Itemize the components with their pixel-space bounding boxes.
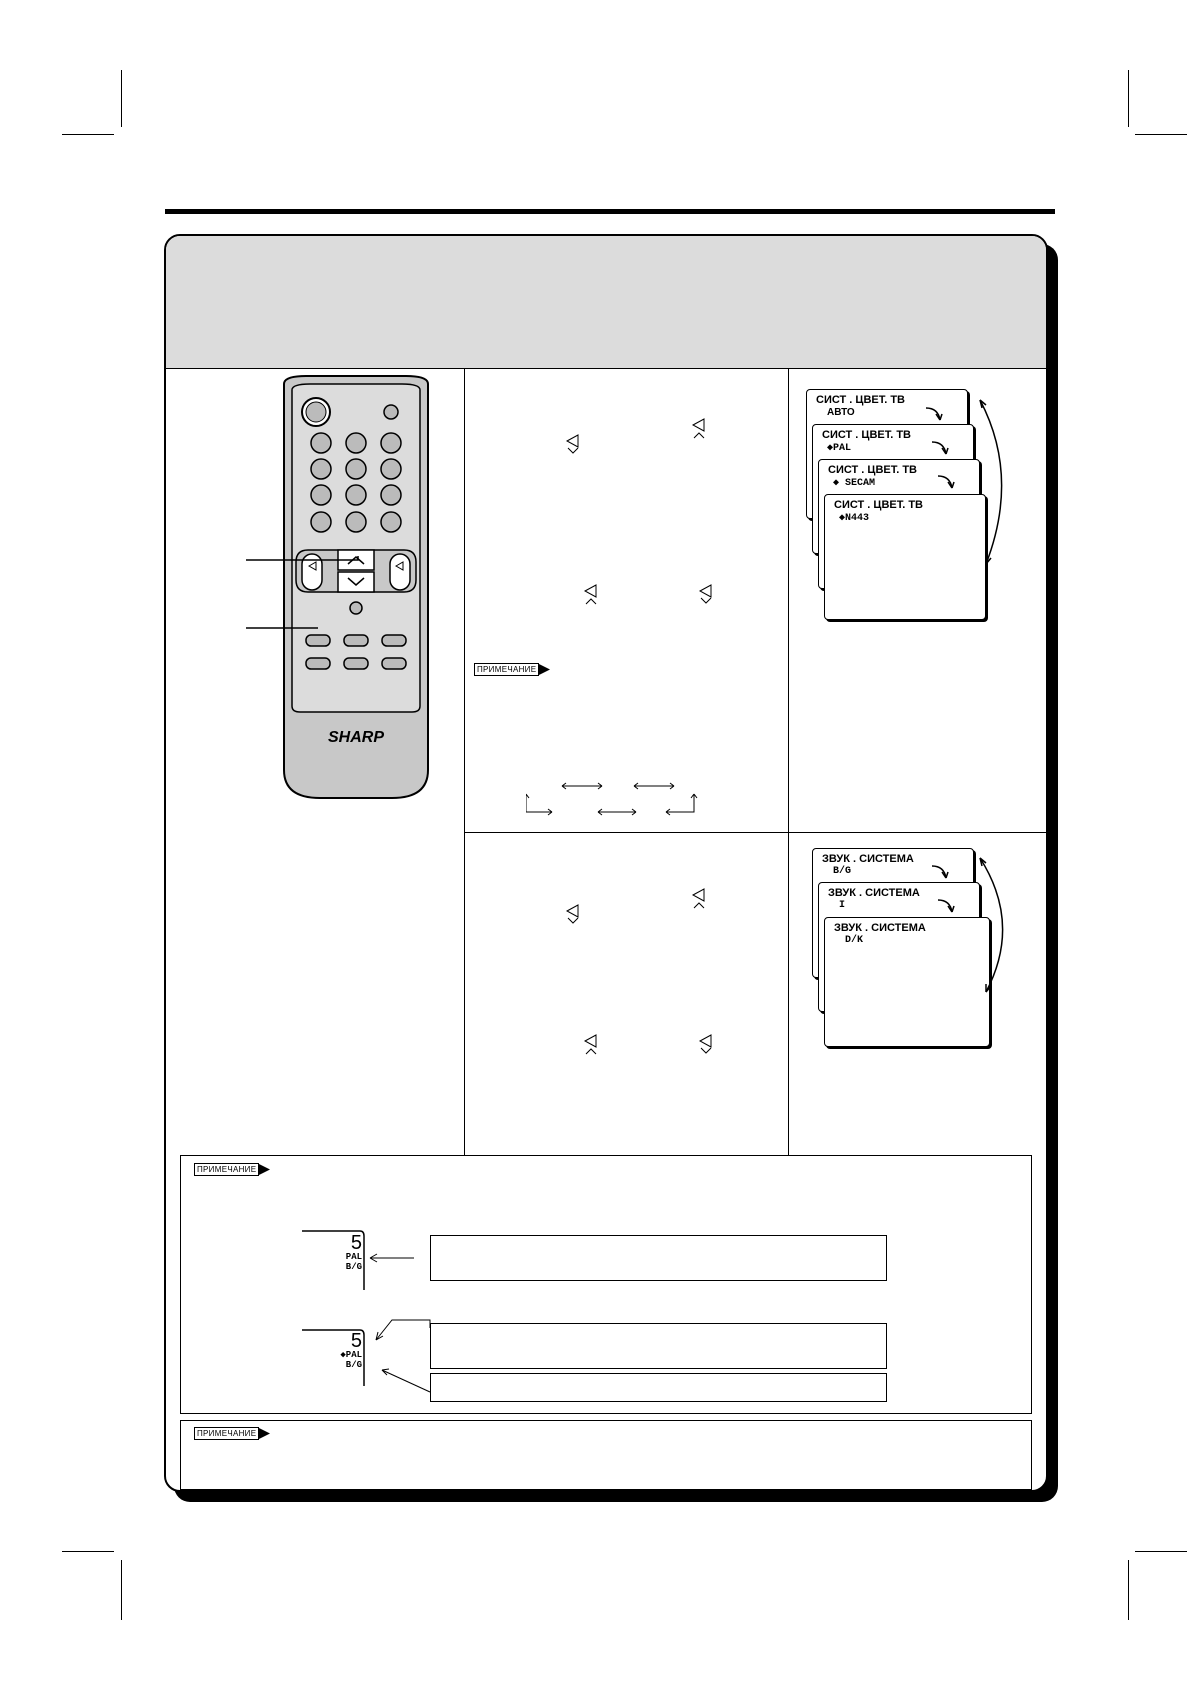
volume-down-icon: [566, 904, 580, 926]
volume-up-icon: [584, 1034, 598, 1056]
crop-mark: [121, 70, 122, 127]
osd-screen-title: ЗВУК . СИСТЕМА: [822, 853, 914, 865]
osd-screen-value: ◆ SECAM: [833, 478, 876, 489]
note-label: ПРИМЕЧАНИЕ: [197, 1165, 257, 1174]
osd-screen-title: ЗВУК . СИСТЕМА: [834, 922, 926, 934]
crop-mark: [62, 134, 114, 135]
osd-screen-title: СИСТ . ЦВЕТ. ТВ: [822, 429, 911, 441]
osd-screen-value: I: [839, 900, 846, 911]
volume-down-icon: [566, 434, 580, 456]
volume-down-icon: [699, 584, 713, 606]
osd-screen-title: СИСТ . ЦВЕТ. ТВ: [828, 464, 917, 476]
osd-screen-title: СИСТ . ЦВЕТ. ТВ: [834, 499, 923, 511]
osd-screen-value: ◆N443: [839, 513, 870, 524]
osd-screen-value: B/G: [833, 866, 852, 877]
volume-up-icon: [692, 418, 706, 440]
column-divider: [464, 368, 465, 1155]
cycle-arrows: [916, 396, 1026, 571]
info-box: [430, 1235, 887, 1281]
color-system-cycle-diagram: [526, 776, 726, 822]
volume-up-icon: [584, 584, 598, 606]
instruction-panel: [164, 234, 1048, 1492]
osd-color-system: ◆PAL: [340, 1350, 362, 1360]
volume-up-icon: [692, 888, 706, 910]
pointer-arrow: [366, 1252, 416, 1264]
info-box: [430, 1373, 887, 1402]
power-button: [302, 398, 330, 426]
crop-mark: [1128, 1560, 1129, 1620]
note-label: ПРИМЕЧАНИЕ: [477, 665, 537, 674]
note-label: ПРИМЕЧАНИЕ: [197, 1429, 257, 1438]
row-divider: [464, 832, 1046, 833]
crop-mark: [62, 1551, 114, 1552]
osd-sound-system: B/G: [345, 1262, 362, 1272]
crop-mark: [1128, 70, 1129, 127]
osd-channel-number: 5: [350, 1232, 362, 1254]
volume-down-icon: [699, 1034, 713, 1056]
info-box: [430, 1323, 887, 1369]
osd-screen-title: СИСТ . ЦВЕТ. ТВ: [816, 394, 905, 406]
crop-mark: [1135, 134, 1187, 135]
crop-mark: [1135, 1551, 1187, 1552]
osd-screen-value: D/K: [845, 935, 864, 946]
note-box: [180, 1420, 1032, 1490]
column-divider: [788, 368, 789, 1155]
crop-mark: [121, 1560, 122, 1620]
osd-color-system: PAL: [345, 1252, 362, 1262]
callout-lines: [246, 556, 376, 656]
panel-header: [166, 236, 1046, 369]
remote-brand-logo: SHARP: [327, 729, 385, 746]
osd-channel-number: 5: [350, 1330, 362, 1352]
cycle-arrows: [922, 854, 1032, 1004]
osd-sound-system: B/G: [345, 1360, 362, 1370]
osd-screen-title: ЗВУК . СИСТЕМА: [828, 887, 920, 899]
osd-screen-value: ◆PAL: [827, 443, 852, 454]
osd-screen-value: АВТО: [827, 407, 855, 418]
top-rule: [165, 209, 1055, 214]
